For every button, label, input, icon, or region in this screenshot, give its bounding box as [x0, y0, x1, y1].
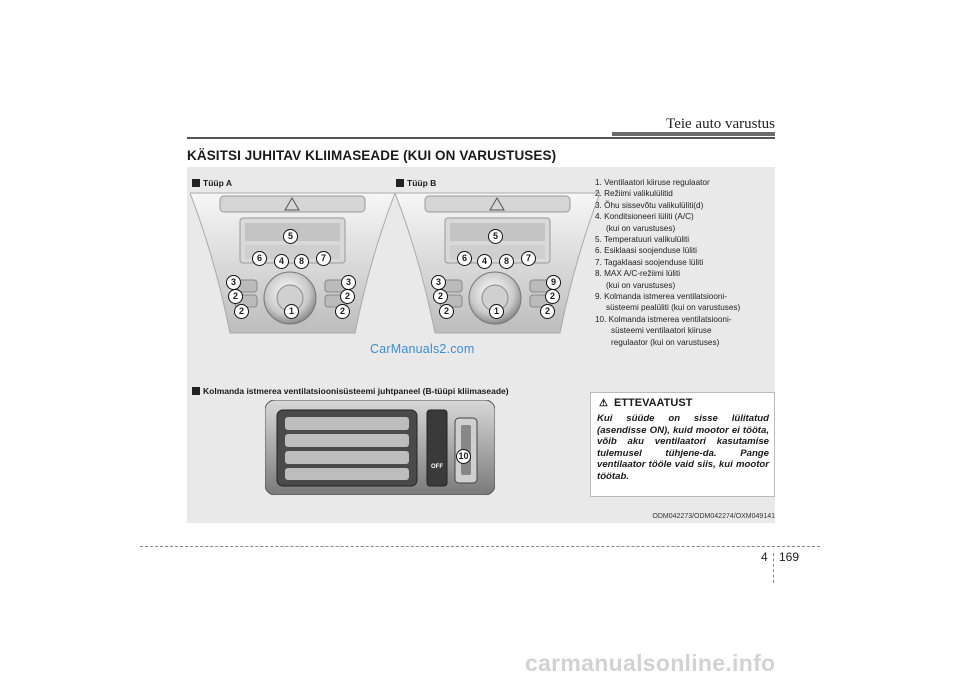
chapter-number: 4: [761, 550, 768, 564]
callout-a-8: 8: [294, 254, 309, 269]
callout-b-6: 6: [457, 251, 472, 266]
callout-a-7: 7: [316, 251, 331, 266]
page-number: 169: [779, 550, 800, 564]
rear-off-label: OFF: [431, 464, 443, 470]
legend-item-10-cont2: regulaator (kui on varustuses): [611, 337, 720, 347]
callout-rear-10: 10: [456, 449, 471, 464]
callout-b-2-left-lower: 2: [439, 304, 454, 319]
warning-triangle-icon: ⚠: [599, 398, 608, 409]
image-code: ODM042273/ODM042274/OXM049141: [652, 513, 775, 520]
callout-a-2-left-upper: 2: [228, 289, 243, 304]
component-legend: [595, 177, 775, 348]
legend-item-4: 4. Konditsioneeri lüliti (A/C): [595, 212, 694, 222]
legend-item-6: 6. Esiklaasi soojenduse lüliti: [595, 246, 697, 256]
callout-a-2-left-lower: 2: [234, 304, 249, 319]
callout-b-2-left-upper: 2: [433, 289, 448, 304]
legend-item-1: 1. Ventilaatori kiiruse regulaator: [595, 178, 710, 187]
watermark-text: CarManuals2.com: [370, 342, 475, 356]
callout-b-2-right-lower: 2: [540, 304, 555, 319]
callout-a-2-right-upper: 2: [340, 289, 355, 304]
legend-item-7: 7. Tagaklaasi soojenduse lüliti: [595, 257, 704, 267]
callout-a-1: 1: [284, 304, 299, 319]
callout-b-7: 7: [521, 251, 536, 266]
warning-heading: ⚠ ETTEVAATUST: [599, 397, 693, 409]
section-title: KÄSITSI JUHITAV KLIIMASEADE (KUI ON VARUSTUSES): [187, 148, 557, 163]
bullet-square-icon: [192, 179, 200, 187]
legend-item-10-cont: süsteemi ventilaatori kiiruse: [611, 326, 712, 336]
legend-item-3: 3. Õhu sissevõtu valikulüliti(d): [595, 200, 704, 210]
running-header: Teie auto varustus: [666, 116, 775, 132]
legend-item-2: 2. Režiimi valikulülitid: [595, 189, 673, 199]
footer-rule: [140, 546, 820, 547]
rear-panel-label: Kolmanda istmerea ventilatsioonisüsteemi juhtpaneel (B-tüüpi kliimaseade): [192, 386, 509, 396]
callout-b-8: 8: [499, 254, 514, 269]
callout-a-2-right-lower: 2: [335, 304, 350, 319]
header-accent-bar: [612, 132, 775, 136]
header-rule: [187, 137, 775, 139]
footer-divider: [773, 553, 774, 583]
rear-vent-illustration: [265, 400, 495, 495]
site-watermark: carmanualsonline.info: [525, 650, 776, 676]
legend-item-8: 8. MAX A/C-režiimi lüliti: [595, 269, 681, 279]
callout-b-4: 4: [477, 254, 492, 269]
callout-b-1: 1: [489, 304, 504, 319]
callout-a-6: 6: [252, 251, 267, 266]
legend-item-8-note: (kui on varustuses): [606, 280, 676, 290]
callout-a-3-left: 3: [226, 275, 241, 290]
callout-a-3-right: 3: [341, 275, 356, 290]
callout-b-3: 3: [431, 275, 446, 290]
bullet-square-icon: [192, 387, 200, 395]
legend-item-9: 9. Kolmanda istmerea ventilatsiooni-: [595, 292, 727, 302]
legend-item-5: 5. Temperatuuri valikulüliti: [595, 235, 690, 245]
legend-item-4-note: (kui on varustuses): [606, 223, 676, 233]
type-a-label: Tüüp A: [192, 178, 232, 188]
warning-box: [590, 392, 775, 497]
bullet-square-icon: [396, 179, 404, 187]
callout-b-5: 5: [488, 229, 503, 244]
legend-item-10: 10. Kolmanda istmerea ventilatsiooni-: [595, 314, 732, 324]
type-b-label: Tüüp B: [396, 178, 436, 188]
warning-text: Kui süüde on sisse lülitatud (asendisse ON), kuid mootor ei tööta, võib aku ventilaatori kasutamise tulemusel tühjene-da. Pange ventilaator tööle vaid siis, kui mootor töötab.: [597, 413, 769, 482]
callout-b-2-right-upper: 2: [545, 289, 560, 304]
callout-a-5: 5: [283, 229, 298, 244]
legend-item-9-cont: süsteemi pealüliti (kui on varustuses): [606, 303, 741, 313]
callout-a-4: 4: [274, 254, 289, 269]
callout-b-9: 9: [546, 275, 561, 290]
